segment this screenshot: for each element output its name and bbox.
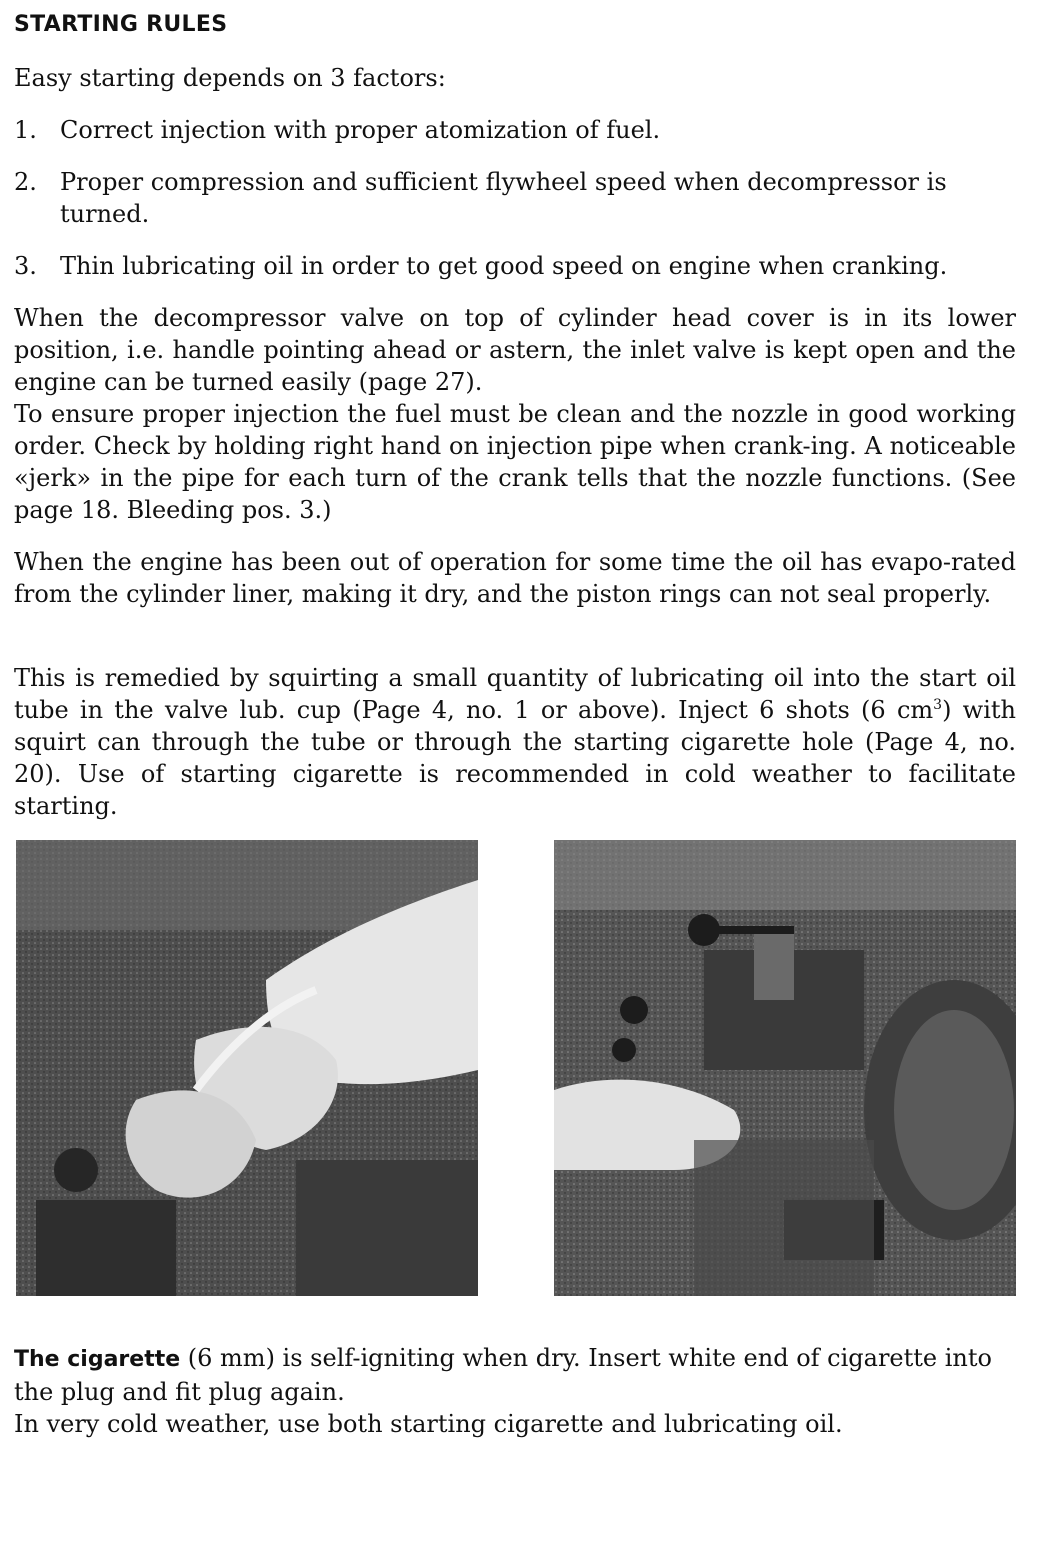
injection-paragraph: To ensure proper injection the fuel must be clean and the nozzle in good working order. Check by holding right hand on injection pipe when crank-ing. A noticeable «jerk» in the pipe for each turn of the crank tells that the nozzle functions. (See page 18. Bleeding pos. 3.) (14, 400, 1016, 524)
photo-squirt-can-illustration (16, 840, 478, 1296)
factor-item (14, 166, 1016, 230)
photo-caption (14, 1342, 1016, 1440)
decompressor-paragraph: When the decompressor valve on top of cylinder head cover is in its lower position, i.e. handle pointing ahead or astern, the inlet valve is kept open and the engine can be turned easily (page 27). (14, 304, 1016, 396)
remedy-text-b: ) with squirt can through the tube or through the starting cigarette hole (Page 4, no. 20). Use of starting cigarette is recommended in cold weather to facilitate starting. (14, 696, 1016, 820)
remedy-superscript: 3 (933, 697, 943, 713)
factor-item (14, 250, 1016, 282)
factor-number: 1. (14, 116, 37, 144)
factor-item (14, 114, 1016, 146)
factor-text: Thin lubricating oil in order to get good speed on engine when cranking. (60, 252, 948, 280)
factor-number: 2. (14, 168, 37, 196)
factor-text: Correct injection with proper atomization of fuel. (60, 116, 661, 144)
photo-starting-plug-illustration (554, 840, 1016, 1296)
caption-text-cold: In very cold weather, use both starting cigarette and lubricating oil. (14, 1410, 843, 1438)
caption-text: (6 mm) is self-igniting when dry. Insert white end of cigarette into the plug and fit plug again. (14, 1344, 992, 1406)
factor-number: 3. (14, 252, 37, 280)
photo-squirt-can (16, 840, 478, 1296)
factor-text: Proper compression and sufficient flywheel speed when decompressor is turned. (60, 168, 947, 228)
remedy-text-a: This is remedied by squirting a small quantity of lubricating oil into the start oil tube in the valve lub. cup (Page 4, no. 1 or above). Inject 6 shots (6 cm (14, 664, 1016, 724)
section-heading: STARTING RULES (14, 12, 228, 37)
caption-bold-term: The cigarette (14, 1347, 181, 1372)
intro-text: Easy starting depends on 3 factors: (14, 64, 446, 92)
dry-liner-paragraph: When the engine has been out of operation for some time the oil has evapo-rated from the cylinder liner, making it dry, and the piston rings can not seal properly. (14, 548, 1016, 608)
remedy-paragraph (14, 662, 1016, 822)
photo-starting-plug (554, 840, 1016, 1296)
